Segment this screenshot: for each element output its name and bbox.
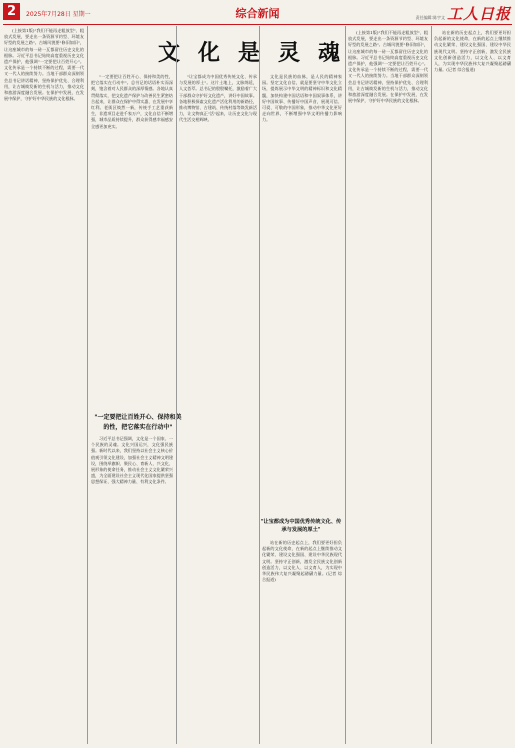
newspaper-logo: 工人日报 (446, 5, 511, 23)
article-column-2b (91, 436, 173, 742)
column-divider (87, 26, 88, 744)
column-text: "让宝都成为中国优秀传统文化、传承与发展的厚土"。这片土地上，文脉绵延，人文荟萃。总书记的殷殷嘱托，激励着广大干部群众守护好文化遗产，讲好中国故事。各地积极探索文化遗产活化利用的新路径，推动博物馆、古建筑、传统村落等焕发新活力，让文物真正"活"起来，让历史文化与现代生活交相辉映。 (179, 74, 257, 123)
column-text: "一定要把让百姓开心、保持和美的性，把它落实在行动中"。总书记的话语朴实而深刻，饱含着对人民群众的深厚情感。各地认真贯彻落实，把文化遗产保护与改善民生紧密结合起来，让群众在保护中得实惠、在发展中享红利。老街区焕然一新，传统手工艺重获新生，非遗项目走进千家万户，文化自信不断增强，城市品质持续提升，群众获得感幸福感安全感更加充实。 (91, 74, 173, 129)
column-divider (431, 26, 432, 744)
article-column-4 (262, 74, 342, 514)
article-column-2 (91, 74, 173, 409)
column-text: 习近平总书记强调，文化是一个国家、一个民族的灵魂。文化兴国运兴，文化强民族强。新时代以来，我们坚持以社会主义核心价值观引领文化建设，加强社会主义精神文明建设，围绕举旗帜、聚民心、育新人、兴文化、展形象的使命任务，推动社会主义文化繁荣兴盛，为全面建设社会主义现代化国家提供坚强思想保证、强大精神力量、有利文化条件。 (91, 436, 173, 485)
article-subhead-2: "让宝都成为中国优秀传统文化、传承与发展的厚土" (260, 519, 342, 533)
column-divider (176, 26, 177, 744)
article-headline: 文化是灵魂 (157, 40, 358, 66)
article-subhead-1: "一定要把让百姓开心、保持和美的性，把它落实在行动中" (94, 414, 182, 431)
column-text: 文化是民族的血脉，是人民的精神家园。坚定文化自信，就是要坚守中华文化立场，提炼展示中华文明的精神标识和文化精髓，加快构建中国话语和中国叙事体系，讲好中国故事、传播好中国声音，展现可信、可爱、可敬的中国形象，推动中华文化更好走向世界，不断增强中华文明传播力影响力。 (262, 74, 342, 123)
article-column-3 (179, 74, 257, 742)
column-text: (上接第1版)"我们不能再走粗放型"、粗放式发展，要走出一条资源节约型、环境友好型的发展之路"。古城风貌要"修旧如旧"，让这座城市的每一砖一瓦都留住历史文化的根脉。习近平总书记始终高度重视历史文化遗产保护，他强调"一定要把让百姓开心"。文化传承是一个持续不断的过程，需要一代又一代人的接续努力。当地干部群众深刻领会总书记讲话精神，坚持保护优先、合理利用，让古城焕发新的生机与活力，推动文化和旅游深度融合发展。在保护中发展，在发展中保护，守护好中华民族的文化根脉。 (4, 28, 84, 102)
masthead (0, 0, 515, 30)
article-column-1 (4, 28, 84, 742)
article-column-4b (262, 540, 342, 742)
editor-info: 责任编辑:陈宇文 (415, 15, 445, 20)
column-text: (上接第1版)"我们不能再走粗放型"、粗放式发展，要走出一条资源节约型、环境友好型的发展之路"。古城风貌要"修旧如旧"，让这座城市的每一砖一瓦都留住历史文化的根脉。习近平总书记始终高度重视历史文化遗产保护，他强调"一定要把让百姓开心"。文化传承是一个持续不断的过程，需要一代又一代人的接续努力。当地干部群众深刻领会总书记讲话精神，坚持保护优先、合理利用，让古城焕发新的生机与活力，推动文化和旅游深度融合发展。在保护中发展，在发展中保护，守护好中华民族的文化根脉。 (348, 30, 428, 104)
article-column-6 (434, 30, 511, 742)
issue-date: 2025年7月28日 星期一 (26, 11, 91, 18)
column-text: 站在新的历史起点上，我们要更好担负起新的文化使命，在新的起点上继续推动文化繁荣、建设文化强国、建设中华民族现代文明。坚持守正创新，激发全民族文化创新创造活力，以文化人、以文育人，为实现中华民族伟大复兴凝聚起磅礴力量。(记者 综合报道) (262, 540, 342, 583)
page-number: 2 (3, 3, 20, 20)
article-column-5 (348, 30, 428, 742)
section-title: 综合新闻 (235, 7, 280, 20)
column-divider (345, 26, 346, 744)
column-divider (259, 26, 260, 744)
column-text: 站在新的历史起点上，我们要更好担负起新的文化使命，在新的起点上继续推动文化繁荣、建设文化强国、建设中华民族现代文明。坚持守正创新，激发全民族文化创新创造活力，以文化人、以文育人，为实现中华民族伟大复兴凝聚起磅礴力量。(记者 综合报道) (434, 30, 511, 73)
masthead-rule (3, 24, 512, 25)
